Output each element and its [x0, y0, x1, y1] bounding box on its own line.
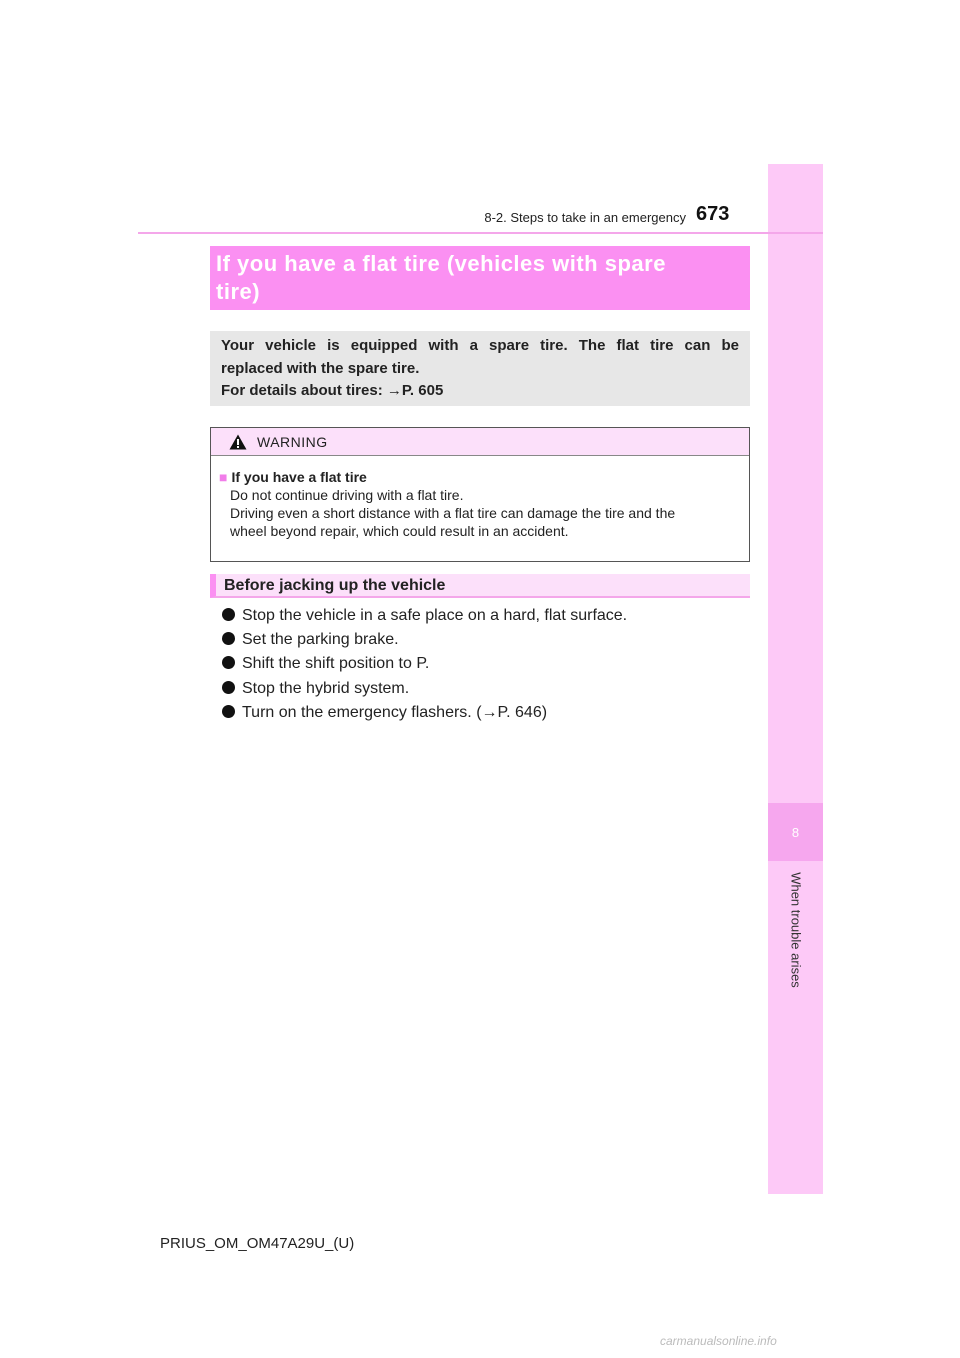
warning-subheading-text: If you have a flat tire — [231, 469, 367, 485]
list-item — [222, 677, 762, 701]
warning-body — [211, 456, 749, 540]
intro-box — [210, 331, 750, 406]
footer-code: PRIUS_OM_OM47A29U_(U) — [160, 1235, 355, 1252]
bullet-list — [222, 604, 762, 725]
intro-line-1: Your vehicle is equipped with a spare tire. The flat tire can be — [221, 337, 739, 354]
warning-header — [211, 428, 749, 456]
warning-triangle-icon — [229, 434, 247, 450]
intro-line-3: For details about tires: →P. 605 — [221, 382, 444, 399]
intro-line-2: replaced with the spare tire. — [221, 359, 420, 377]
page-title-line-2: tire) — [216, 279, 261, 304]
page-title-line-1: If you have a flat tire (vehicles with spare — [216, 251, 666, 276]
side-tab — [768, 164, 823, 1194]
list-item-text: Shift the shift position to P. — [242, 655, 430, 673]
square-bullet-icon: ■ — [219, 469, 228, 485]
list-item-text: Stop the hybrid system. — [242, 679, 410, 697]
warning-line-2: Driving even a short distance with a flat tire can damage the tire and the — [230, 505, 676, 521]
list-item-text: Set the parking brake. — [242, 631, 399, 649]
list-item — [222, 628, 762, 652]
list-item-text: Turn on the emergency flashers. (→P. 646) — [242, 703, 548, 721]
warning-box — [210, 427, 750, 562]
bullet-dot-icon — [222, 608, 235, 621]
bullet-dot-icon — [222, 632, 235, 645]
warning-title: WARNING — [257, 433, 328, 450]
warning-line-1: Do not continue driving with a flat tire. — [230, 487, 464, 503]
subsection-heading: Before jacking up the vehicle — [210, 574, 750, 598]
chapter-number: 8 — [768, 803, 823, 861]
list-item — [222, 604, 762, 628]
bullet-dot-icon — [222, 656, 235, 669]
watermark: carmanualsonline.info — [660, 1334, 777, 1348]
page-number: 673 — [696, 203, 730, 225]
list-item-text: Stop the vehicle in a safe place on a hard, flat surface. — [242, 607, 628, 624]
header-divider — [138, 232, 823, 234]
bullet-dot-icon — [222, 705, 235, 718]
warning-line-3: wheel beyond repair, which could result in an accident. — [230, 523, 569, 539]
section-header: 8-2. Steps to take in an emergency — [484, 210, 686, 225]
list-item — [222, 652, 762, 676]
page-title-box — [210, 246, 750, 310]
warning-subheading — [219, 468, 741, 486]
list-item — [222, 701, 762, 725]
chapter-label: When trouble arises — [788, 872, 804, 988]
bullet-dot-icon — [222, 681, 235, 694]
